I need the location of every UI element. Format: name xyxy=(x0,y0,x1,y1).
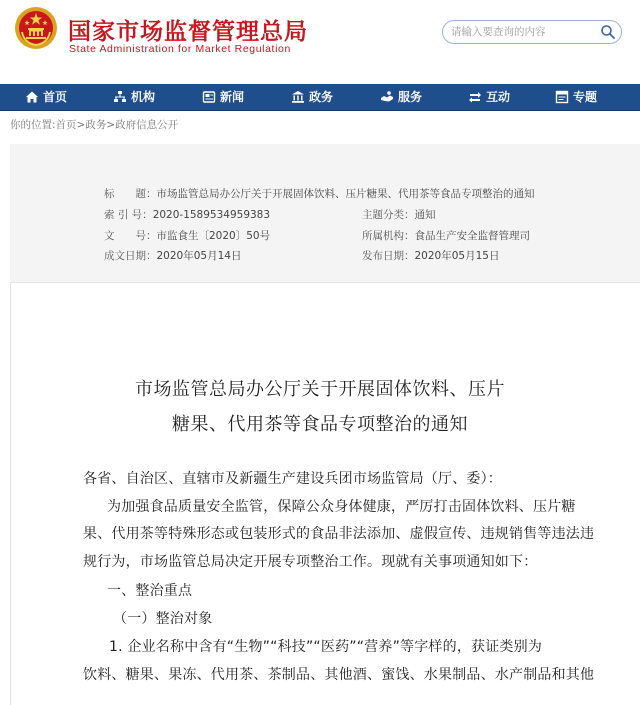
home-icon xyxy=(25,90,39,104)
breadcrumb-prefix: 你的位置: xyxy=(10,119,56,131)
meta-org-value: 食品生产安全监督管理司 xyxy=(414,230,530,242)
meta-org-row xyxy=(362,228,530,243)
government-icon xyxy=(291,90,305,104)
meta-date-value: 2020年05月14日 xyxy=(156,250,242,262)
nav-label: 新闻 xyxy=(220,90,245,104)
topic-icon xyxy=(555,90,569,104)
site-title[interactable]: 国家市场监督管理总局 xyxy=(68,18,308,45)
national-emblem-icon[interactable] xyxy=(14,6,58,50)
article-paragraph-line: 1. 企业名称中含有“生物”“科技”“医药”“营养”等字样的，获证类别为 xyxy=(109,639,543,655)
nav-label: 互动 xyxy=(486,90,511,104)
article-salutation: 各省、自治区、直辖市及新疆生产建设兵团市场监管局（厅、委）： xyxy=(83,471,502,487)
meta-topic-value: 通知 xyxy=(414,209,436,221)
meta-pubdate-row xyxy=(362,248,499,263)
article-heading-2: （一）整治对象 xyxy=(113,611,213,627)
nav-label: 机构 xyxy=(131,90,156,104)
org-icon xyxy=(113,90,127,104)
article-paragraph-line: 果、代用茶等特殊形态或包装形式的食品非法添加、虚假宣传、违规销售等违法违 xyxy=(83,526,595,542)
nav-label: 首页 xyxy=(43,90,68,104)
main-nav xyxy=(0,84,640,111)
meta-pubdate-label: 发布日期： xyxy=(362,250,415,262)
article-paragraph-line: 规行为，市场监管总局决定开展专项整治工作。现就有关事项通知如下： xyxy=(83,554,538,570)
meta-docno-value: 市监食生〔2020〕50号 xyxy=(156,230,271,242)
breadcrumb-home[interactable]: 首页 xyxy=(55,119,77,131)
article-paragraph-line: 为加强食品质量安全监管，保障公众身体健康，严厉打击固体饮料、压片糖 xyxy=(107,499,576,515)
meta-date-label: 成文日期： xyxy=(104,250,157,262)
breadcrumb-separator: > xyxy=(76,119,86,131)
meta-date-row xyxy=(104,248,241,263)
search-box xyxy=(442,20,622,44)
nav-label: 服务 xyxy=(398,90,423,104)
meta-title-label: 标 题： xyxy=(104,188,157,200)
site-subtitle: State Administration for Market Regulation xyxy=(69,43,291,55)
meta-title-row xyxy=(104,186,535,201)
document-meta xyxy=(10,144,640,283)
meta-docno-row xyxy=(104,228,270,243)
meta-index-value: 2020-1589534959383 xyxy=(152,209,271,221)
article-title-line1: 市场监管总局办公厅关于开展固体饮料、压片 xyxy=(135,379,505,400)
nav-label: 专题 xyxy=(573,90,598,104)
breadcrumb-separator: > xyxy=(106,119,116,131)
breadcrumb xyxy=(10,117,178,132)
article-title-line2: 糖果、代用茶等食品专项整治的通知 xyxy=(172,414,468,435)
news-icon xyxy=(202,90,216,104)
meta-org-label: 所属机构： xyxy=(362,230,415,242)
service-icon xyxy=(380,90,394,104)
meta-topic-row xyxy=(362,207,436,222)
nav-label: 政务 xyxy=(309,90,334,104)
breadcrumb-info-disclosure[interactable]: 政府信息公开 xyxy=(115,119,179,131)
meta-index-row xyxy=(104,207,270,222)
search-icon[interactable] xyxy=(600,24,616,40)
article-heading-1: 一、整治重点 xyxy=(107,583,193,599)
meta-docno-label: 文 号： xyxy=(104,230,157,242)
article-paragraph-line: 饮料、糖果、果冻、代用茶、茶制品、其他酒、蜜饯、水果制品、水产制品和其他 xyxy=(83,667,595,683)
meta-pubdate-value: 2020年05月15日 xyxy=(414,250,500,262)
meta-topic-label: 主题分类： xyxy=(362,209,415,221)
meta-title-value: 市场监管总局办公厅关于开展固体饮料、压片糖果、代用茶等食品专项整治的通知 xyxy=(156,188,535,200)
site-header xyxy=(0,0,640,84)
interaction-icon xyxy=(468,90,482,104)
meta-index-label: 索 引 号： xyxy=(104,209,153,221)
breadcrumb-government[interactable]: 政务 xyxy=(85,119,107,131)
search-input[interactable] xyxy=(451,23,591,41)
